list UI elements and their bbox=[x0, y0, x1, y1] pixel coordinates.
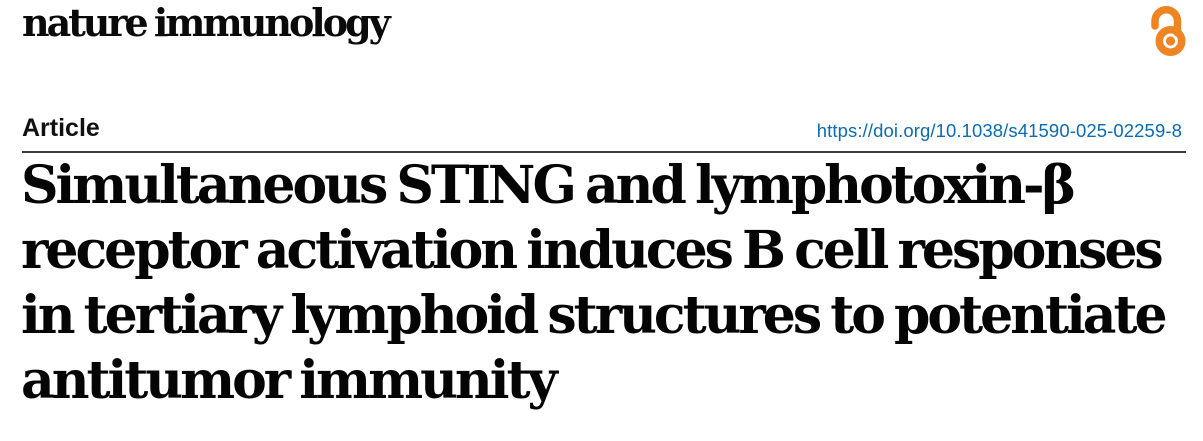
open-access-icon bbox=[1147, 5, 1189, 57]
title-line: Simultaneous STING and lymphotoxin-β bbox=[21, 155, 1074, 216]
article-type-label: Article bbox=[22, 114, 100, 142]
title-line: in tertiary lymphoid structures to potentiate bbox=[21, 285, 1165, 346]
article-title bbox=[21, 153, 1199, 413]
journal-logo: nature immunology bbox=[22, 0, 388, 45]
doi-link[interactable]: https://doi.org/10.1038/s41590-025-02259-8 bbox=[816, 120, 1182, 141]
open-access-keyhole-dot bbox=[1166, 36, 1175, 45]
title-line: receptor activation induces B cell responses bbox=[21, 220, 1161, 281]
title-line: antitumor immunity bbox=[21, 350, 555, 411]
